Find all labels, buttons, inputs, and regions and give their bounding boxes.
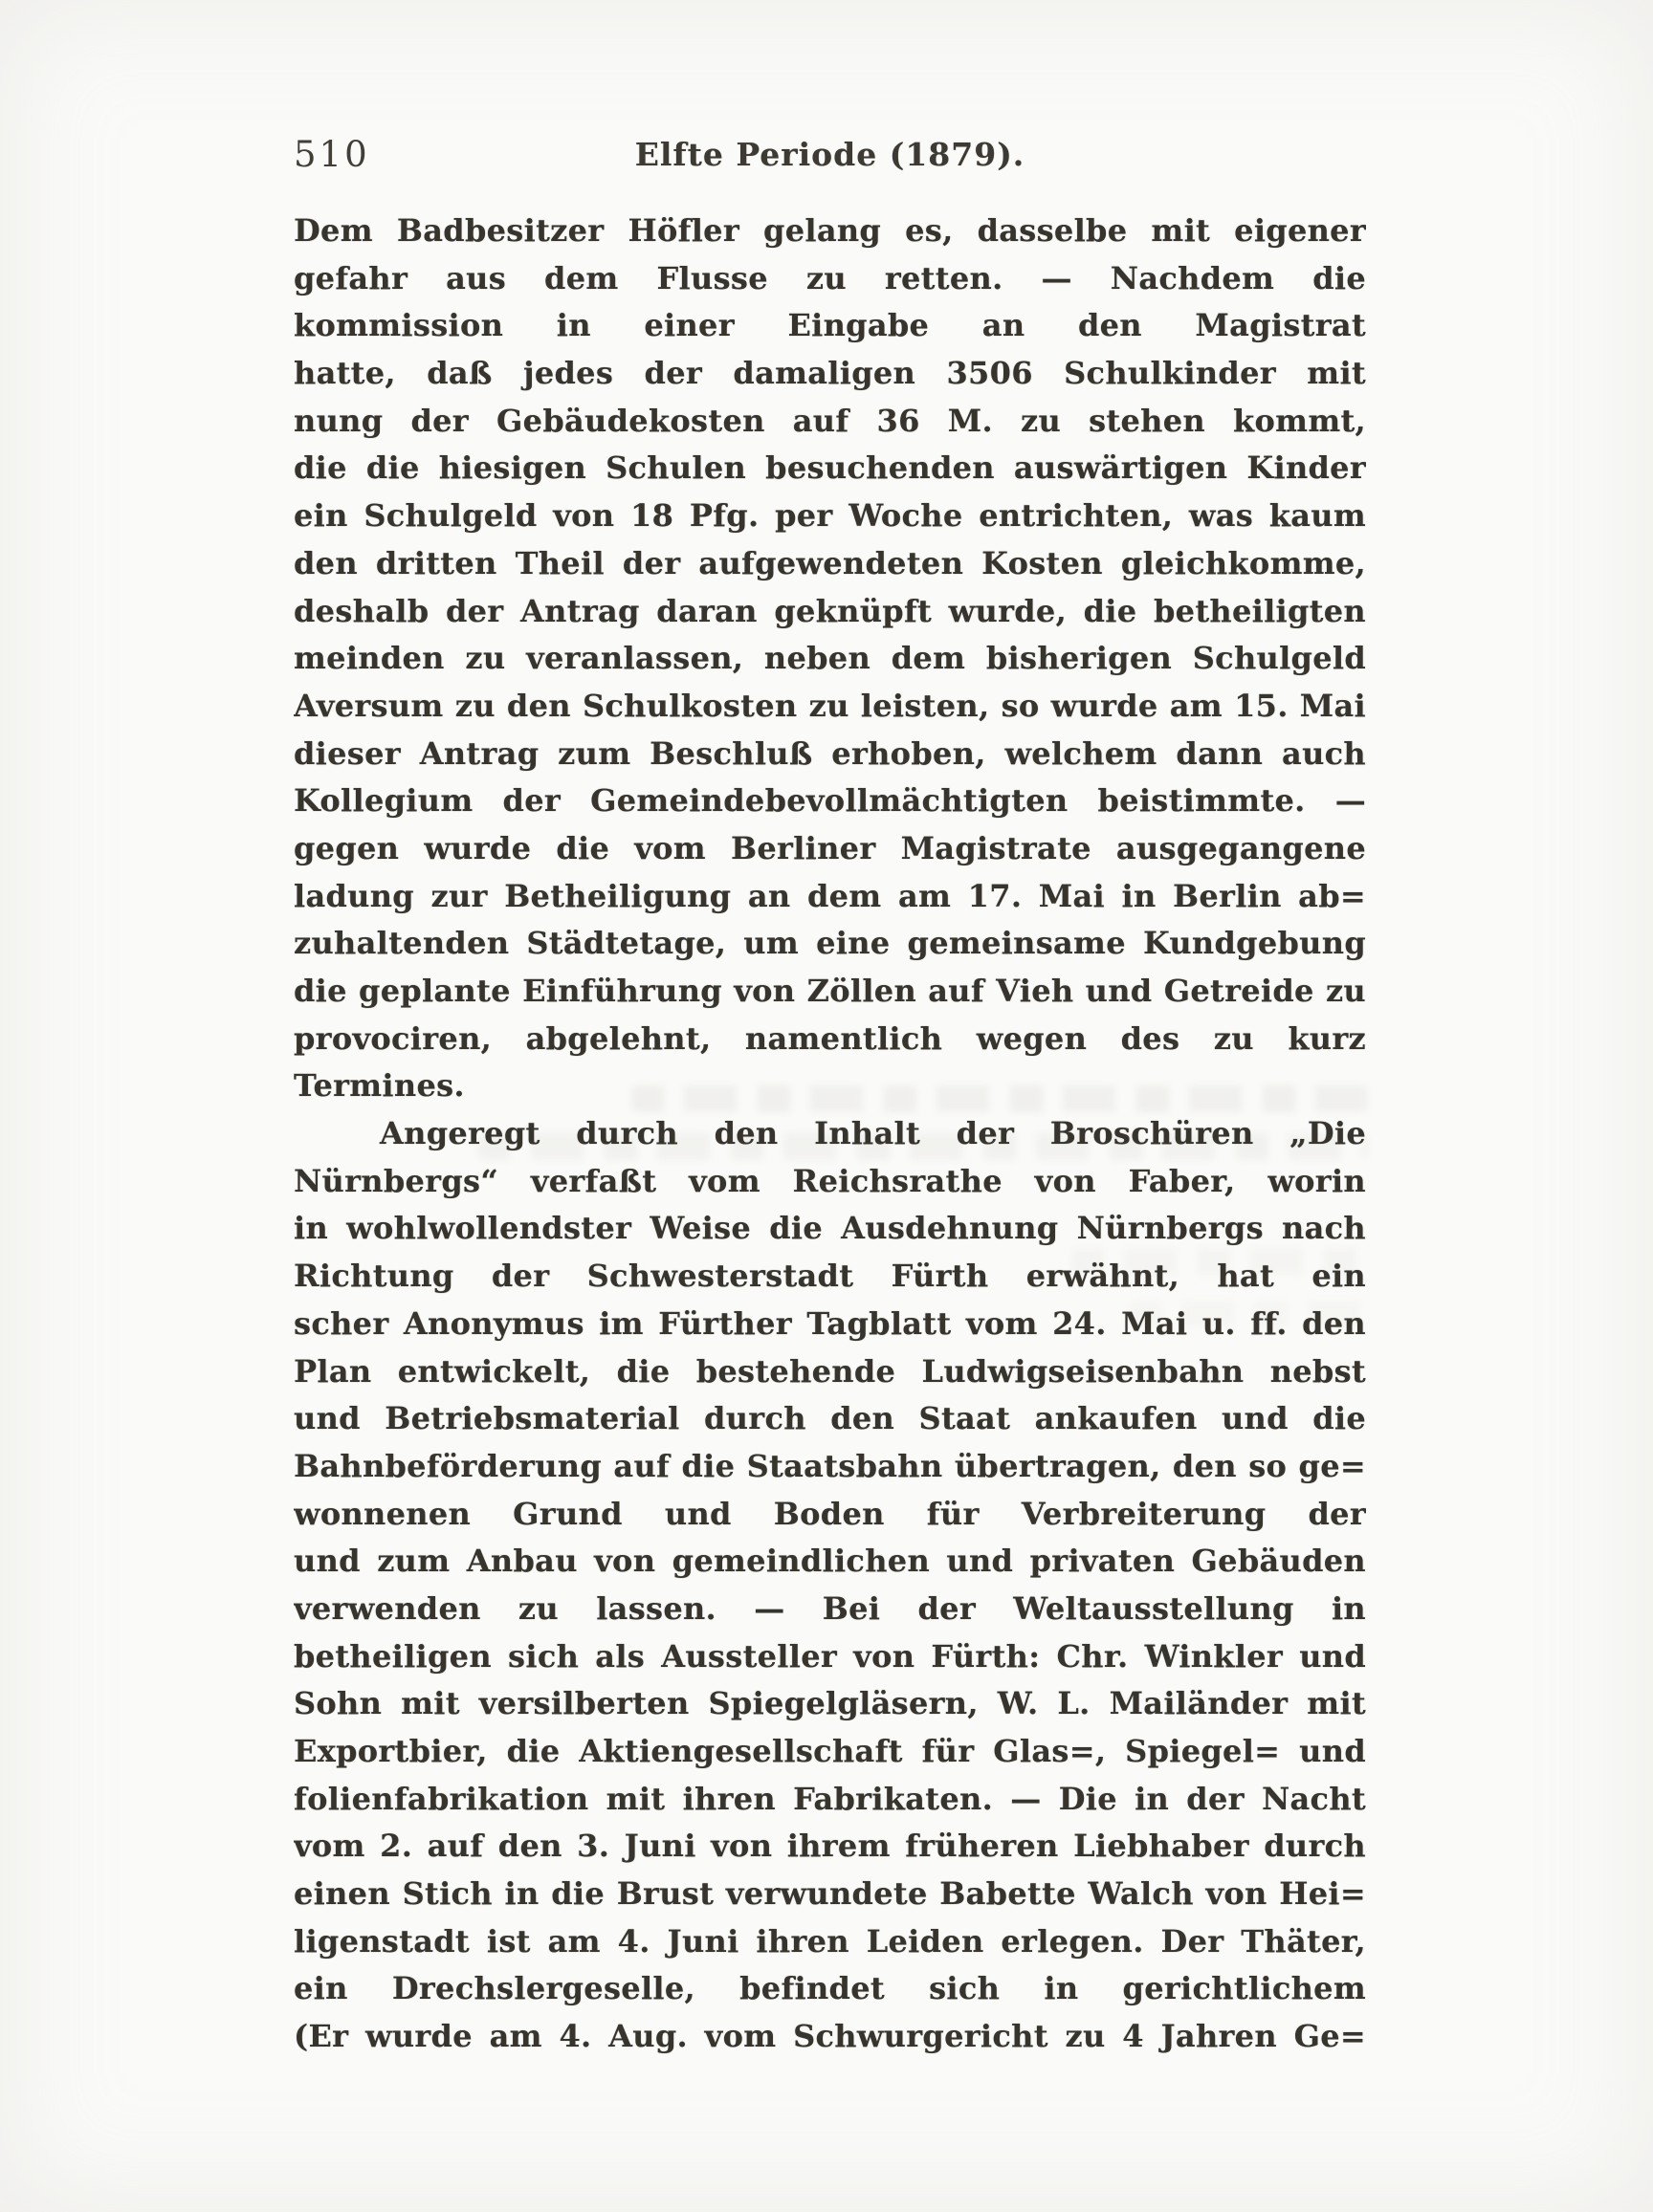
text-line: nung der Gebäudekosten auf 36 M. zu stehen kommt,: [294, 402, 1366, 439]
text-block: [294, 208, 1366, 2061]
text-line: die die hiesigen Schulen besuchenden auswärtigen Kinder: [294, 449, 1366, 487]
text-line: Plan entwickelt, die bestehende Ludwigseisenbahn nebst: [294, 1352, 1366, 1390]
text-line: und zum Anbau von gemeindlichen und privaten Gebäuden: [294, 1543, 1366, 1580]
text-line: deshalb der Antrag daran geknüpft wurde, die betheiligten: [294, 592, 1366, 629]
text-line: die geplante Einführung von Zöllen auf Vieh und Getreide zu: [294, 973, 1366, 1009]
text-line: den dritten Theil der aufgewendeten Kosten gleichkomme,: [294, 544, 1366, 581]
text-line: Aversum zu den Schulkosten zu leisten, so wurde am 15. Mai: [294, 687, 1366, 724]
running-title: Elfte Periode (1879).: [634, 136, 1025, 173]
text-line: Dem Badbesitzer Höfler gelang es, dasselbe mit eigener: [294, 212, 1366, 249]
page-number: 510: [294, 134, 370, 175]
text-line: gefahr aus dem Flusse zu retten. — Nachdem die: [294, 259, 1366, 296]
text-line: Kollegium der Gemeindebevollmächtigten beistimmte. —: [294, 782, 1366, 820]
text-line: vom 2. auf den 3. Juni von ihrem früheren Liebhaber durch: [294, 1828, 1366, 1865]
text-line: provociren, abgelehnt, namentlich wegen des zu kurz: [294, 1019, 1366, 1057]
text-line: ein Drechslergeselle, befindet sich in gerichtlichem: [294, 1970, 1366, 2007]
text-line: und Betriebsmaterial durch den Staat ankaufen und die: [294, 1400, 1366, 1437]
text-line: ein Schulgeld von 18 Pfg. per Woche entrichten, was kaum: [294, 497, 1366, 535]
text-line: Richtung der Schwesterstadt Fürth erwähnt, hat ein: [294, 1258, 1366, 1295]
text-line: kommission in einer Eingabe an den Magistrat: [294, 307, 1366, 344]
text-line: hatte, daß jedes der damaligen 3506 Schulkinder mit: [294, 355, 1366, 392]
text-line: einen Stich in die Brust verwundete Babette Walch von Hei=: [294, 1875, 1366, 1913]
text-line: folienfabrikation mit ihren Fabrikaten. — Die in der Nacht: [294, 1780, 1366, 1817]
text-line: Angeregt durch den Inhalt der Broschüren „Die: [380, 1115, 1366, 1152]
text-line: betheiligen sich als Aussteller von Fürth: Chr. Winkler und: [294, 1637, 1366, 1675]
page-header: [294, 130, 1366, 187]
text-line: dieser Antrag zum Beschluß erhoben, welchem dann auch: [294, 734, 1366, 772]
text-line: in wohlwollendster Weise die Ausdehnung Nürnbergs nach: [294, 1210, 1366, 1247]
text-line: Nürnbergs“ verfaßt vom Reichsrathe von Faber, worin: [294, 1162, 1366, 1199]
text-line: gegen wurde die vom Berliner Magistrate ausgegangene: [294, 829, 1366, 866]
text-line: ligenstadt ist am 4. Juni ihren Leiden erlegen. Der Thäter,: [294, 1922, 1366, 1960]
text-line: (Er wurde am 4. Aug. vom Schwurgericht zu 4 Jahren Ge=: [294, 2018, 1366, 2055]
text-line: scher Anonymus im Fürther Tagblatt vom 24. Mai u. ff. den: [294, 1304, 1366, 1342]
text-line: Termines.: [294, 1067, 465, 1105]
text-line: ladung zur Betheiligung an dem am 17. Mai in Berlin ab=: [294, 877, 1366, 914]
text-line: meinden zu veranlassen, neben dem bisherigen Schulgeld: [294, 640, 1366, 677]
text-line: wonnenen Grund und Boden für Verbreiterung der: [294, 1495, 1366, 1532]
text-line: Exportbier, die Aktiengesellschaft für Glas=, Spiegel= und: [294, 1733, 1366, 1769]
text-line: Bahnbeförderung auf die Staatsbahn übertragen, den so ge=: [294, 1447, 1366, 1484]
text-line: Sohn mit versilberten Spiegelgläsern, W. L. Mailänder mit: [294, 1685, 1366, 1722]
text-line: zuhaltenden Städtetage, um eine gemeinsame Kundgebung: [294, 925, 1366, 962]
text-line: verwenden zu lassen. — Bei der Weltausstellung in: [294, 1589, 1366, 1627]
